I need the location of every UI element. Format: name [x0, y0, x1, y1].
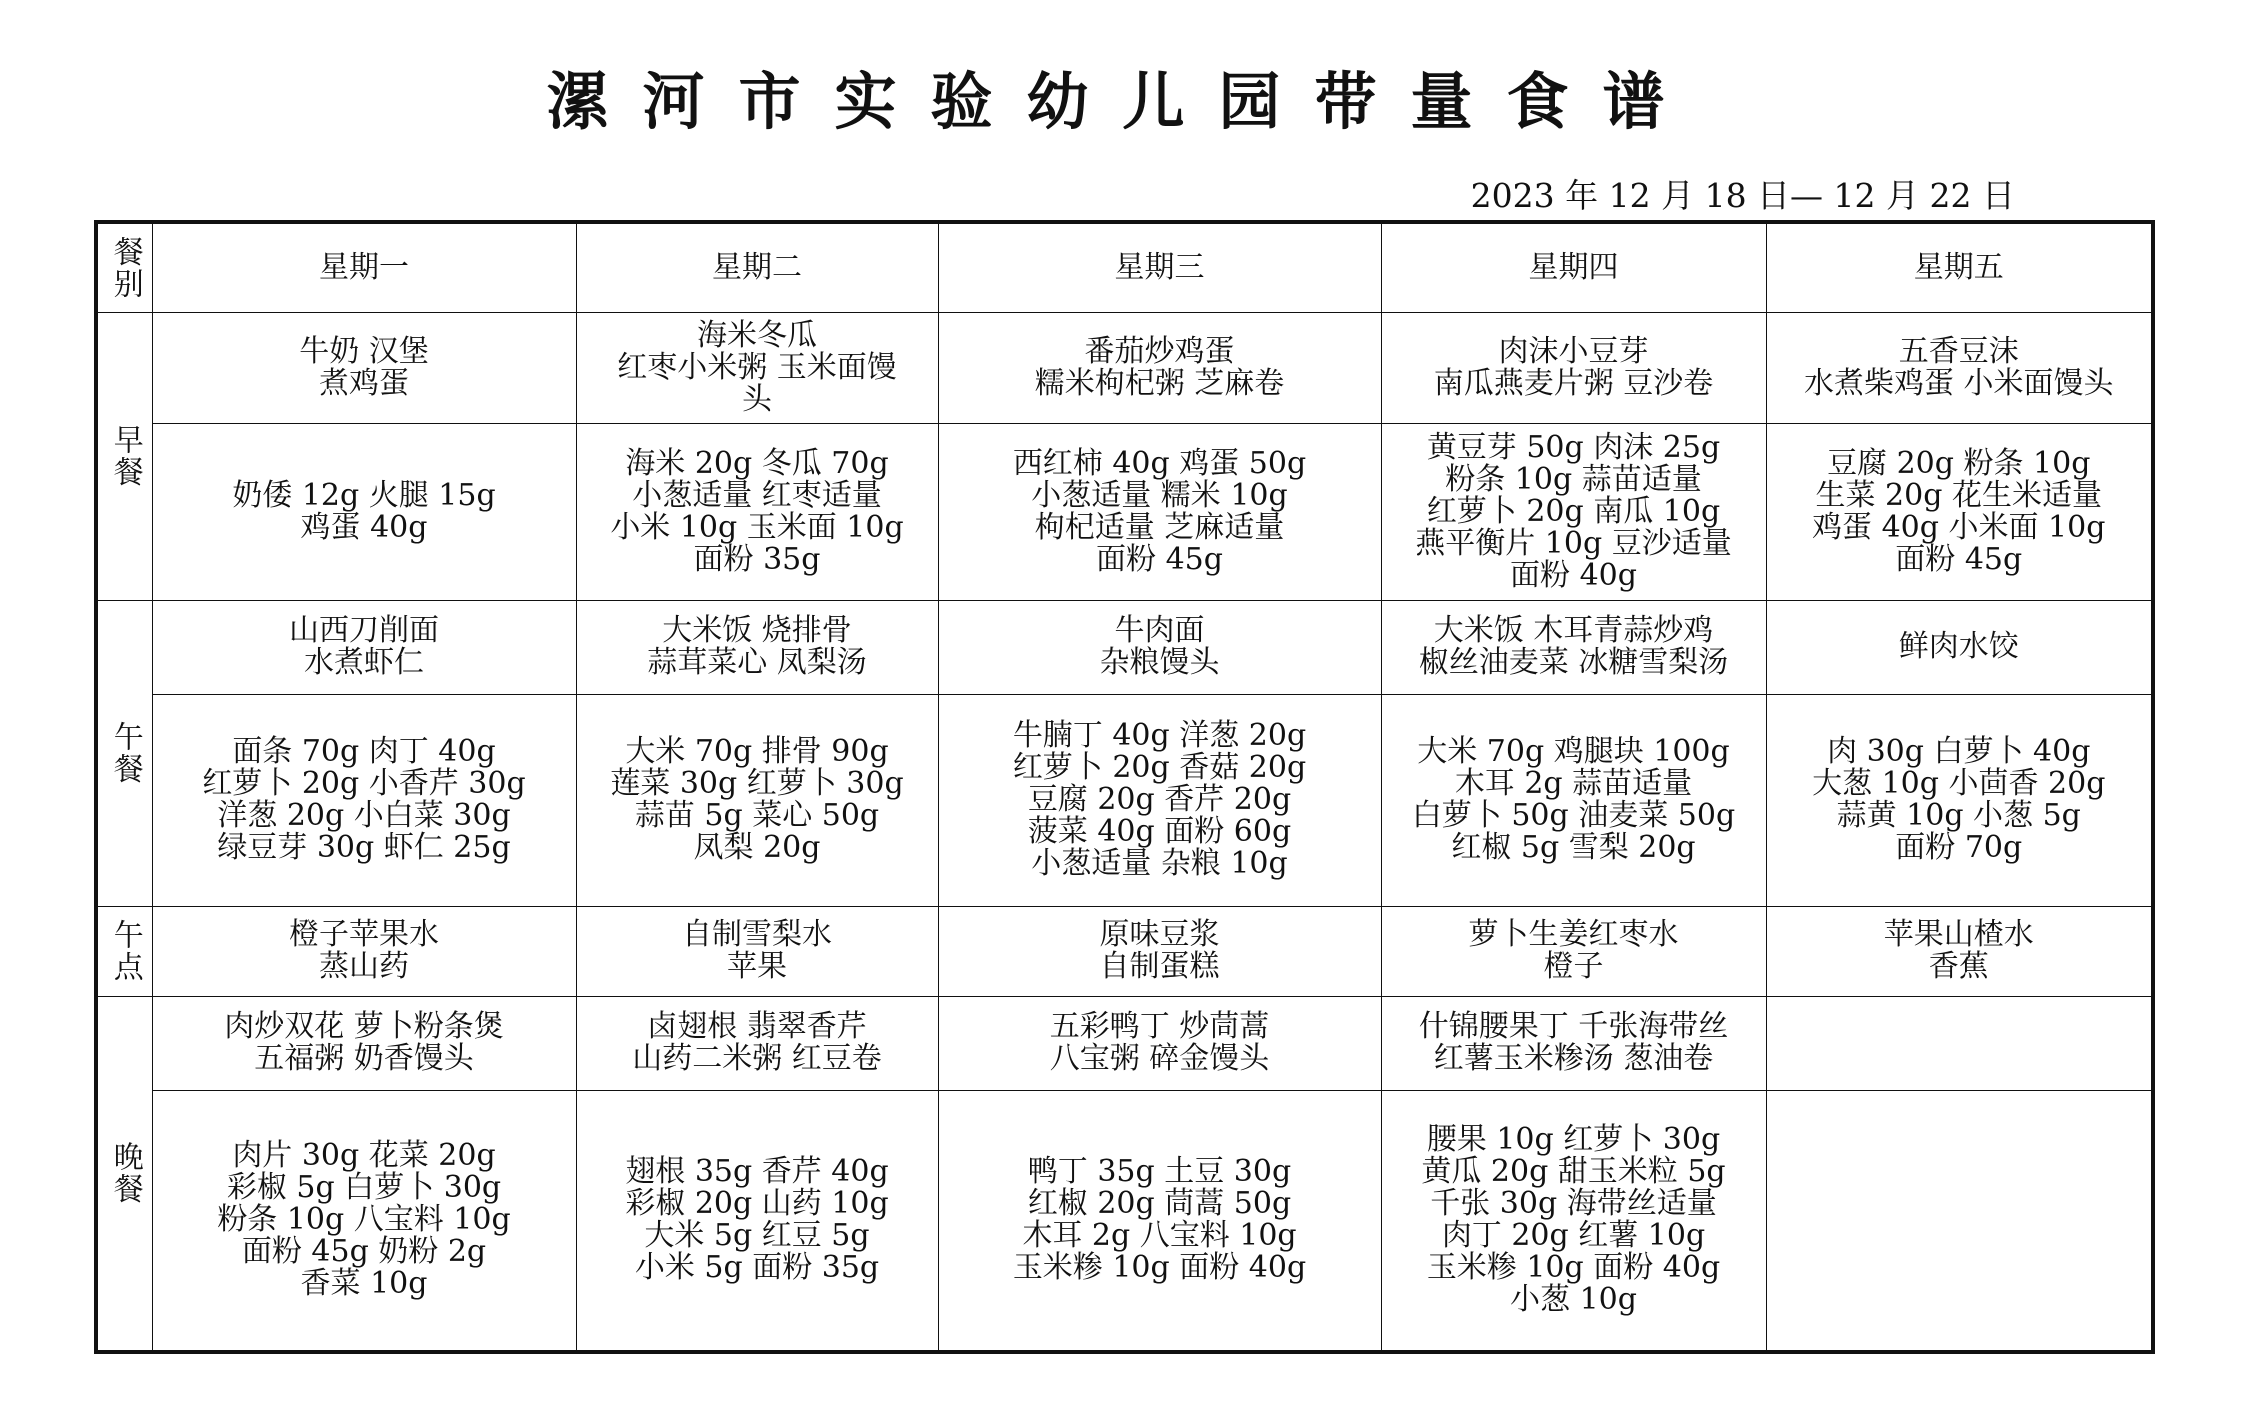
ingredient-cell: 腰果 10g 红萝卜 30g 黄瓜 20g 甜玉米粒 5g 千张 30g 海带丝适量 肉丁 20g 红薯 10g 玉米糁 10g 面粉 40g 小葱 10g [1381, 1090, 1766, 1352]
meal-label-snack: 午点 [96, 906, 152, 996]
snack-cell: 原味豆浆 自制蛋糕 [938, 906, 1381, 996]
dish-cell: 卤翅根 翡翠香芹 山药二米粥 红豆卷 [576, 996, 938, 1090]
dish-cell: 大米饭 木耳青蒜炒鸡 椒丝油麦菜 冰糖雪梨汤 [1381, 600, 1766, 694]
ingredient-cell: 面条 70g 肉丁 40g 红萝卜 20g 小香芹 30g 洋葱 20g 小白菜 30g 绿豆芽 30g 虾仁 25g [152, 694, 576, 906]
dish-cell: 肉炒双花 萝卜粉条煲 五福粥 奶香馒头 [152, 996, 576, 1090]
dinner-dish-row [96, 996, 2153, 1090]
dish-cell: 番茄炒鸡蛋 糯米枸杞粥 芝麻卷 [938, 312, 1381, 423]
lunch-dish-row [96, 600, 2153, 694]
day-header: 星期四 [1381, 222, 1766, 312]
dish-cell [1766, 996, 2153, 1090]
meal-label-lunch: 午餐 [96, 600, 152, 906]
ingredient-cell: 黄豆芽 50g 肉沫 25g 粉条 10g 蒜苗适量 红萝卜 20g 南瓜 10g 燕平衡片 10g 豆沙适量 面粉 40g [1381, 423, 1766, 600]
ingredient-cell: 豆腐 20g 粉条 10g 生菜 20g 花生米适量 鸡蛋 40g 小米面 10g 面粉 45g [1766, 423, 2153, 600]
ingredient-cell: 鸭丁 35g 土豆 30g 红椒 20g 茼蒿 50g 木耳 2g 八宝料 10g 玉米糁 10g 面粉 40g [938, 1090, 1381, 1352]
snack-cell: 自制雪梨水 苹果 [576, 906, 938, 996]
ingredient-cell: 大米 70g 鸡腿块 100g 木耳 2g 蒜苗适量 白萝卜 50g 油麦菜 50g 红椒 5g 雪梨 20g [1381, 694, 1766, 906]
ingredient-cell [1766, 1090, 2153, 1352]
breakfast-dish-row [96, 312, 2153, 423]
dinner-ingredient-row [96, 1090, 2153, 1352]
day-header: 星期五 [1766, 222, 2153, 312]
snack-cell: 橙子苹果水 蒸山药 [152, 906, 576, 996]
dish-cell: 肉沫小豆芽 南瓜燕麦片粥 豆沙卷 [1381, 312, 1766, 423]
date-range: 2023 年 12 月 18 日— 12 月 22 日 [1470, 176, 2015, 215]
ingredient-cell: 牛腩丁 40g 洋葱 20g 红萝卜 20g 香菇 20g 豆腐 20g 香芹 20g 菠菜 40g 面粉 60g 小葱适量 杂粮 10g [938, 694, 1381, 906]
ingredient-cell: 海米 20g 冬瓜 70g 小葱适量 红枣适量 小米 10g 玉米面 10g 面粉 35g [576, 423, 938, 600]
ingredient-cell: 西红柿 40g 鸡蛋 50g 小葱适量 糯米 10g 枸杞适量 芝麻适量 面粉 45g [938, 423, 1381, 600]
snack-cell: 萝卜生姜红枣水 橙子 [1381, 906, 1766, 996]
day-header: 星期一 [152, 222, 576, 312]
meal-label-dinner: 晚餐 [96, 996, 152, 1352]
dish-cell: 牛肉面 杂粮馒头 [938, 600, 1381, 694]
breakfast-ingredient-row [96, 423, 2153, 600]
meal-label-breakfast: 早餐 [96, 312, 152, 600]
dish-cell: 鲜肉水饺 [1766, 600, 2153, 694]
ingredient-cell: 翅根 35g 香芹 40g 彩椒 20g 山药 10g 大米 5g 红豆 5g 小米 5g 面粉 35g [576, 1090, 938, 1352]
dish-cell: 大米饭 烧排骨 蒜茸菜心 凤梨汤 [576, 600, 938, 694]
header-row [96, 222, 2153, 312]
dish-cell: 五彩鸭丁 炒茼蒿 八宝粥 碎金馒头 [938, 996, 1381, 1090]
dish-cell: 山西刀削面 水煮虾仁 [152, 600, 576, 694]
lunch-ingredient-row [96, 694, 2153, 906]
page-title: 漯河市实验幼儿园带量食谱 [546, 65, 1699, 138]
ingredient-cell: 肉 30g 白萝卜 40g 大葱 10g 小茴香 20g 蒜黄 10g 小葱 5g 面粉 70g [1766, 694, 2153, 906]
snack-row [96, 906, 2153, 996]
day-header: 星期三 [938, 222, 1381, 312]
meal-column-header: 餐别 [96, 222, 152, 312]
dish-cell: 海米冬瓜 红枣小米粥 玉米面馒 头 [576, 312, 938, 423]
dish-cell: 什锦腰果丁 千张海带丝 红薯玉米糁汤 葱油卷 [1381, 996, 1766, 1090]
dish-cell: 五香豆沫 水煮柴鸡蛋 小米面馒头 [1766, 312, 2153, 423]
snack-cell: 苹果山楂水 香蕉 [1766, 906, 2153, 996]
ingredient-cell: 奶倭 12g 火腿 15g 鸡蛋 40g [152, 423, 576, 600]
day-header: 星期二 [576, 222, 938, 312]
menu-table [94, 220, 2155, 1354]
ingredient-cell: 肉片 30g 花菜 20g 彩椒 5g 白萝卜 30g 粉条 10g 八宝料 10g 面粉 45g 奶粉 2g 香菜 10g [152, 1090, 576, 1352]
dish-cell: 牛奶 汉堡 煮鸡蛋 [152, 312, 576, 423]
ingredient-cell: 大米 70g 排骨 90g 莲菜 30g 红萝卜 30g 蒜苗 5g 菜心 50g 凤梨 20g [576, 694, 938, 906]
